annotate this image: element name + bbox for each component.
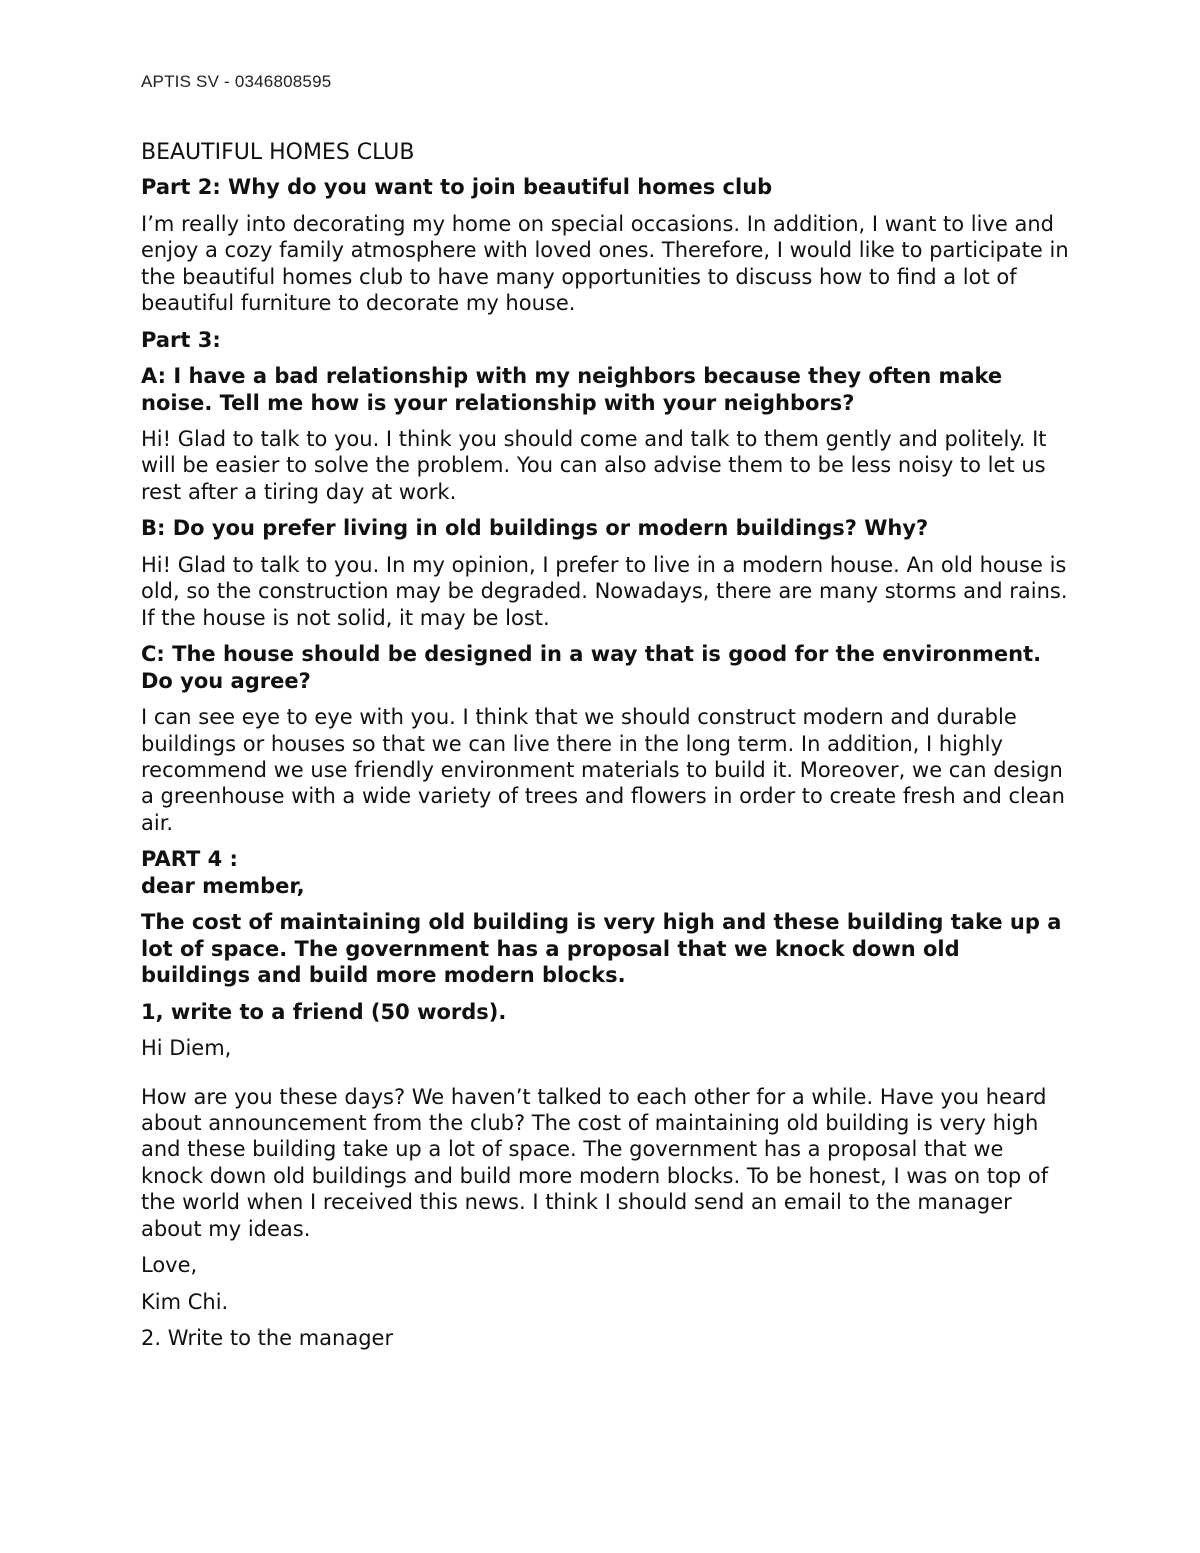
part3-heading: Part 3:: [141, 327, 221, 352]
part4-task2: 2. Write to the manager: [141, 1326, 394, 1351]
letter-body: How are you these days? We haven’t talked to each other for a while. Have you heard about announcement from the club? The cost of maintaining old building is very high and these building take up a lot of space. The government has a proposal that we knock down old buildings and build more modern blocks. To be honest, I was on top of the world when I received this news. I think I should send an email to the manager about my ideas.: [141, 1084, 1049, 1241]
part3-c-question: C: The house should be designed in a way that is good for the environment. Do you agree?: [141, 642, 1042, 693]
part4-prompt: The cost of maintaining old building is very high and these building take up a lot of space. The government has a proposal that we knock down old buildings and build more modern blocks.: [141, 910, 1062, 988]
part4-salutation: dear member,: [141, 873, 305, 898]
part3-b-question: B: Do you prefer living in old buildings or modern buildings? Why?: [141, 516, 929, 541]
letter-signature: Kim Chi.: [141, 1289, 229, 1314]
part2-question: Part 2: Why do you want to join beautiful homes club: [141, 175, 773, 200]
page-header: APTIS SV - 0346808595: [141, 72, 332, 91]
part3-c-answer: I can see eye to eye with you. I think that we should construct modern and durable buildings or houses so that we can live there in the long term. In addition, I highly recommend we use friendly environment materials to build it. Moreover, we can design a greenhouse with a wide variety of trees and flowers in order to create fresh and clean air.: [141, 705, 1065, 835]
part4-heading: PART 4 :: [141, 847, 238, 872]
part4-task1: 1, write to a friend (50 words).: [141, 999, 507, 1024]
part2-answer: I’m really into decorating my home on special occasions. In addition, I want to live and enjoy a cozy family atmosphere with loved ones. Therefore, I would like to participate in the beautiful homes club to have many opportunities to discuss how to find a lot of beautiful furniture to decorate my house.: [141, 211, 1069, 316]
part3-a-question: A: I have a bad relationship with my neighbors because they often make noise. Tell me how is your relationship with your neighbors?: [141, 364, 1003, 415]
letter-greeting: Hi Diem,: [141, 1036, 232, 1061]
part3-b-answer: Hi! Glad to talk to you. In my opinion, I prefer to live in a modern house. An old house is old, so the construction may be degraded. Nowadays, there are many storms and rains. If the house is not solid, it may be lost.: [141, 552, 1068, 630]
document-title: BEAUTIFUL HOMES CLUB: [141, 140, 415, 165]
part3-a-answer: Hi! Glad to talk to you. I think you should come and talk to them gently and politely. It will be easier to solve the problem. You can also advise them to be less noisy to let us rest after a tiring day at work.: [141, 427, 1047, 504]
letter-closing: Love,: [141, 1253, 198, 1278]
document-page: [141, 72, 1071, 1362]
